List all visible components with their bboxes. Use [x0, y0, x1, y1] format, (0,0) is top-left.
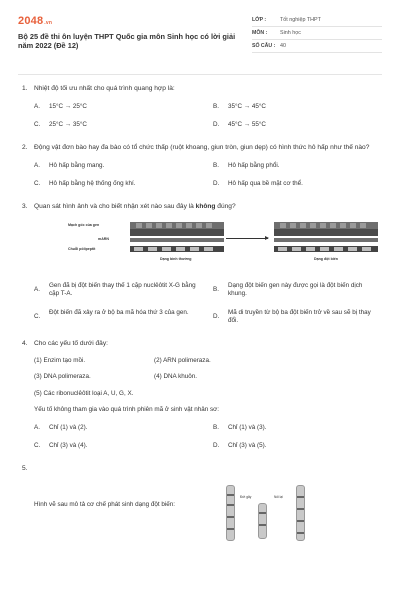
chromosome-band [227, 516, 234, 518]
mutation-figure [68, 220, 388, 276]
amino-acid-block [190, 247, 199, 251]
factor-item: (4) DNA khuôn. [154, 373, 198, 381]
meta-row-count [252, 42, 382, 53]
option-letter: B. [213, 161, 219, 169]
polypeptide-mutant [274, 246, 378, 252]
header [18, 14, 382, 60]
amino-acid-block [204, 247, 213, 251]
chromosome-band [227, 528, 234, 530]
amino-acid-block [134, 247, 143, 251]
factor-row [34, 390, 382, 399]
question-number: 2. [22, 143, 28, 151]
mrna-normal [130, 238, 224, 242]
figure-label-gene-strand: Mạch gốc của gen [68, 222, 100, 227]
amino-acid-block [278, 247, 287, 251]
option-text: 15°C → 25°C [49, 102, 87, 110]
meta-label: MÔN : [252, 30, 268, 37]
question-number: 1. [22, 85, 28, 92]
chromosome-band [259, 512, 266, 514]
factor-row [34, 357, 382, 366]
nucleotide-block [196, 223, 202, 228]
question-text-emphasis: không [195, 202, 216, 210]
option-letter: D. [213, 442, 220, 450]
option-text: 45°C → 55°C [228, 121, 266, 129]
option-d[interactable] [213, 309, 382, 326]
option-letter: D. [213, 180, 220, 188]
meta-value: Tốt nghiệp THPT [280, 17, 321, 24]
nucleotide-block [300, 223, 306, 228]
option-text: Chỉ (3) và (5). [228, 442, 267, 450]
chromosome-band [297, 508, 304, 510]
option-b[interactable] [213, 103, 382, 112]
question-text: Cho các yếu tố dưới đây: [34, 339, 108, 347]
question-text: Hình vẽ sau mô tả cơ chế phát sinh dạng đột biến: [34, 501, 176, 509]
amino-acid-block [362, 247, 371, 251]
dna-strand-normal-top [130, 222, 224, 229]
chromosome-right [296, 485, 305, 541]
question-4 [18, 340, 382, 451]
nucleotide-block [330, 223, 336, 228]
chromosome-band [297, 520, 304, 522]
option-a[interactable] [34, 103, 203, 112]
nucleotide-block [146, 223, 152, 228]
option-a[interactable] [34, 424, 203, 433]
mrna-mutant [274, 238, 378, 242]
nucleotide-block [360, 223, 366, 228]
nucleotide-block [290, 223, 296, 228]
factor-item: (1) Enzim tạo mồi. [34, 356, 86, 364]
nucleotide-block [186, 223, 192, 228]
option-letter: C. [34, 180, 41, 188]
logo-tld: .vn [44, 20, 53, 26]
nucleotide-block [320, 223, 326, 228]
question-number: 3. [22, 202, 28, 210]
question-1 [18, 85, 382, 130]
figure-label-polypeptide: Chuỗi pôlipeptit [68, 246, 96, 251]
figure-label-break: Đứt gãy [240, 495, 252, 500]
amino-acid-block [292, 247, 301, 251]
question-text: Nhiệt độ tối ưu nhất cho quá trình quang hợp là: [34, 85, 175, 92]
option-text: Chỉ (1) và (3). [228, 423, 267, 431]
option-text: 35°C → 45°C [228, 102, 266, 110]
caption-mutant: Dạng đột biến [314, 256, 338, 261]
question-header [18, 203, 382, 212]
question-header [18, 340, 382, 349]
option-a[interactable] [34, 162, 203, 171]
polypeptide-normal [130, 246, 224, 252]
option-b[interactable] [213, 162, 382, 171]
amino-acid-block [176, 247, 185, 251]
option-letter: B. [213, 102, 219, 110]
chromosome-band [227, 494, 234, 496]
option-text: Gen đã bị đột biến thay thế 1 cặp nuclêôtit X-G bằng cặp T-A. [49, 281, 196, 298]
meta-label: LỚP : [252, 17, 267, 24]
factor-item: (3) DNA polimeraza. [34, 373, 91, 381]
answer-options [18, 424, 382, 451]
logo-text: 2048 [18, 15, 44, 27]
factor-item: (2) ARN polimeraza. [154, 356, 211, 364]
site-logo[interactable] [18, 14, 238, 29]
chromosome-band [227, 504, 234, 506]
nucleotide-block [156, 223, 162, 228]
question-number: 4. [22, 339, 28, 347]
figure-label-rejoin: Nối lại [274, 495, 283, 500]
nucleotide-block [136, 223, 142, 228]
option-b[interactable] [213, 282, 382, 299]
question-header [18, 85, 382, 94]
answer-options [18, 162, 382, 189]
chromosome-left [226, 485, 235, 541]
option-d[interactable] [213, 442, 382, 451]
document-title: Bộ 25 đề thi ôn luyện THPT Quốc gia môn Sinh học có lời giải năm 2022 (Đề 12) [18, 31, 236, 51]
option-letter: D. [213, 312, 220, 320]
option-b[interactable] [213, 424, 382, 433]
question-text [34, 203, 382, 212]
nucleotide-block [310, 223, 316, 228]
factor-list [18, 357, 382, 399]
question-number: 5. [22, 464, 28, 472]
question-3 [18, 203, 382, 326]
nucleotide-block [176, 223, 182, 228]
nucleotide-block [280, 223, 286, 228]
option-letter: C. [34, 312, 41, 320]
dna-strand-normal-bottom [130, 229, 224, 236]
meta-row-class [252, 16, 382, 27]
option-c[interactable] [34, 442, 203, 451]
option-text: Hô hấp bằng hệ thống ống khí. [49, 180, 136, 188]
question-5-body [18, 483, 382, 543]
meta-label: SỐ CÂU : [252, 43, 276, 50]
option-c[interactable] [34, 309, 203, 326]
option-c[interactable] [34, 180, 203, 189]
amino-acid-block [148, 247, 157, 251]
chromosome-band [259, 524, 266, 526]
dna-strand-mutant-top [274, 222, 378, 229]
amino-acid-block [334, 247, 343, 251]
chromosome-figure [222, 483, 312, 543]
amino-acid-block [320, 247, 329, 251]
answer-options [18, 282, 382, 326]
figure-label-mrna: mARN [98, 236, 109, 241]
option-d[interactable] [213, 121, 382, 130]
question-5 [18, 465, 382, 544]
nucleotide-block [340, 223, 346, 228]
option-text: Đột biến đã xảy ra ở bộ ba mã hóa thứ 3 của gen. [49, 308, 189, 316]
chromosome-band [297, 496, 304, 498]
option-text: 25°C → 35°C [49, 121, 87, 129]
arrow-icon [226, 238, 268, 239]
chromosome-fragment [258, 503, 267, 539]
question-text-part: đúng? [215, 202, 236, 210]
nucleotide-block [166, 223, 172, 228]
option-text: Mã di truyền từ bộ ba đột biến trở về sau sẽ bị thay đổi. [228, 308, 371, 325]
question-2 [18, 144, 382, 189]
option-letter: A. [34, 102, 40, 110]
option-text: Hô hấp bằng phổi. [228, 161, 280, 169]
question-note: Yếu tố không tham gia vào quá trình phiên mã ở sinh vật nhân sơ: [34, 406, 220, 414]
option-text: Hô hấp bằng mang. [49, 161, 105, 169]
meta-value: 40 [280, 43, 286, 50]
chromosome-band [297, 532, 304, 534]
header-left [18, 14, 238, 50]
option-c[interactable] [34, 121, 203, 130]
caption-normal: Dạng bình thường [160, 256, 192, 261]
factor-item: (5) Các ribonuclêôtit loại A, U, G, X. [34, 389, 134, 397]
meta-row-subject [252, 29, 382, 40]
nucleotide-block [206, 223, 212, 228]
amino-acid-block [348, 247, 357, 251]
question-header [18, 144, 382, 153]
option-text: Chỉ (1) và (2). [49, 423, 88, 431]
amino-acid-block [162, 247, 171, 251]
option-letter: C. [34, 442, 41, 450]
option-d[interactable] [213, 180, 382, 189]
dna-strand-mutant-bottom [274, 229, 378, 236]
option-letter: D. [213, 121, 220, 129]
answer-options [18, 103, 382, 130]
question-header [18, 465, 382, 474]
option-letter: C. [34, 121, 41, 129]
amino-acid-block [306, 247, 315, 251]
option-text: Chỉ (3) và (4). [49, 442, 88, 450]
option-letter: A. [34, 423, 40, 431]
question-text-part: Quan sát hình ảnh và cho biết nhận xét nào sau đây là [34, 202, 196, 210]
meta-info [252, 16, 382, 55]
option-text: Hô hấp qua bề mặt cơ thể. [228, 180, 303, 188]
option-letter: A. [34, 161, 40, 169]
option-a[interactable] [34, 282, 203, 299]
option-text: Dạng đột biến gen này được gọi là đột biến dịch khung. [228, 281, 363, 298]
meta-value: Sinh học [280, 30, 301, 37]
question-text: Động vật đơn bào hay đa bào có tổ chức thấp (ruột khoang, giun tròn, giun dẹp) có hình thức hô hấp như thế nào? [34, 143, 370, 151]
header-divider [18, 74, 382, 75]
option-letter: B. [213, 423, 219, 431]
factor-row [34, 373, 382, 382]
nucleotide-block [350, 223, 356, 228]
option-letter: B. [213, 285, 219, 293]
option-letter: A. [34, 285, 40, 293]
